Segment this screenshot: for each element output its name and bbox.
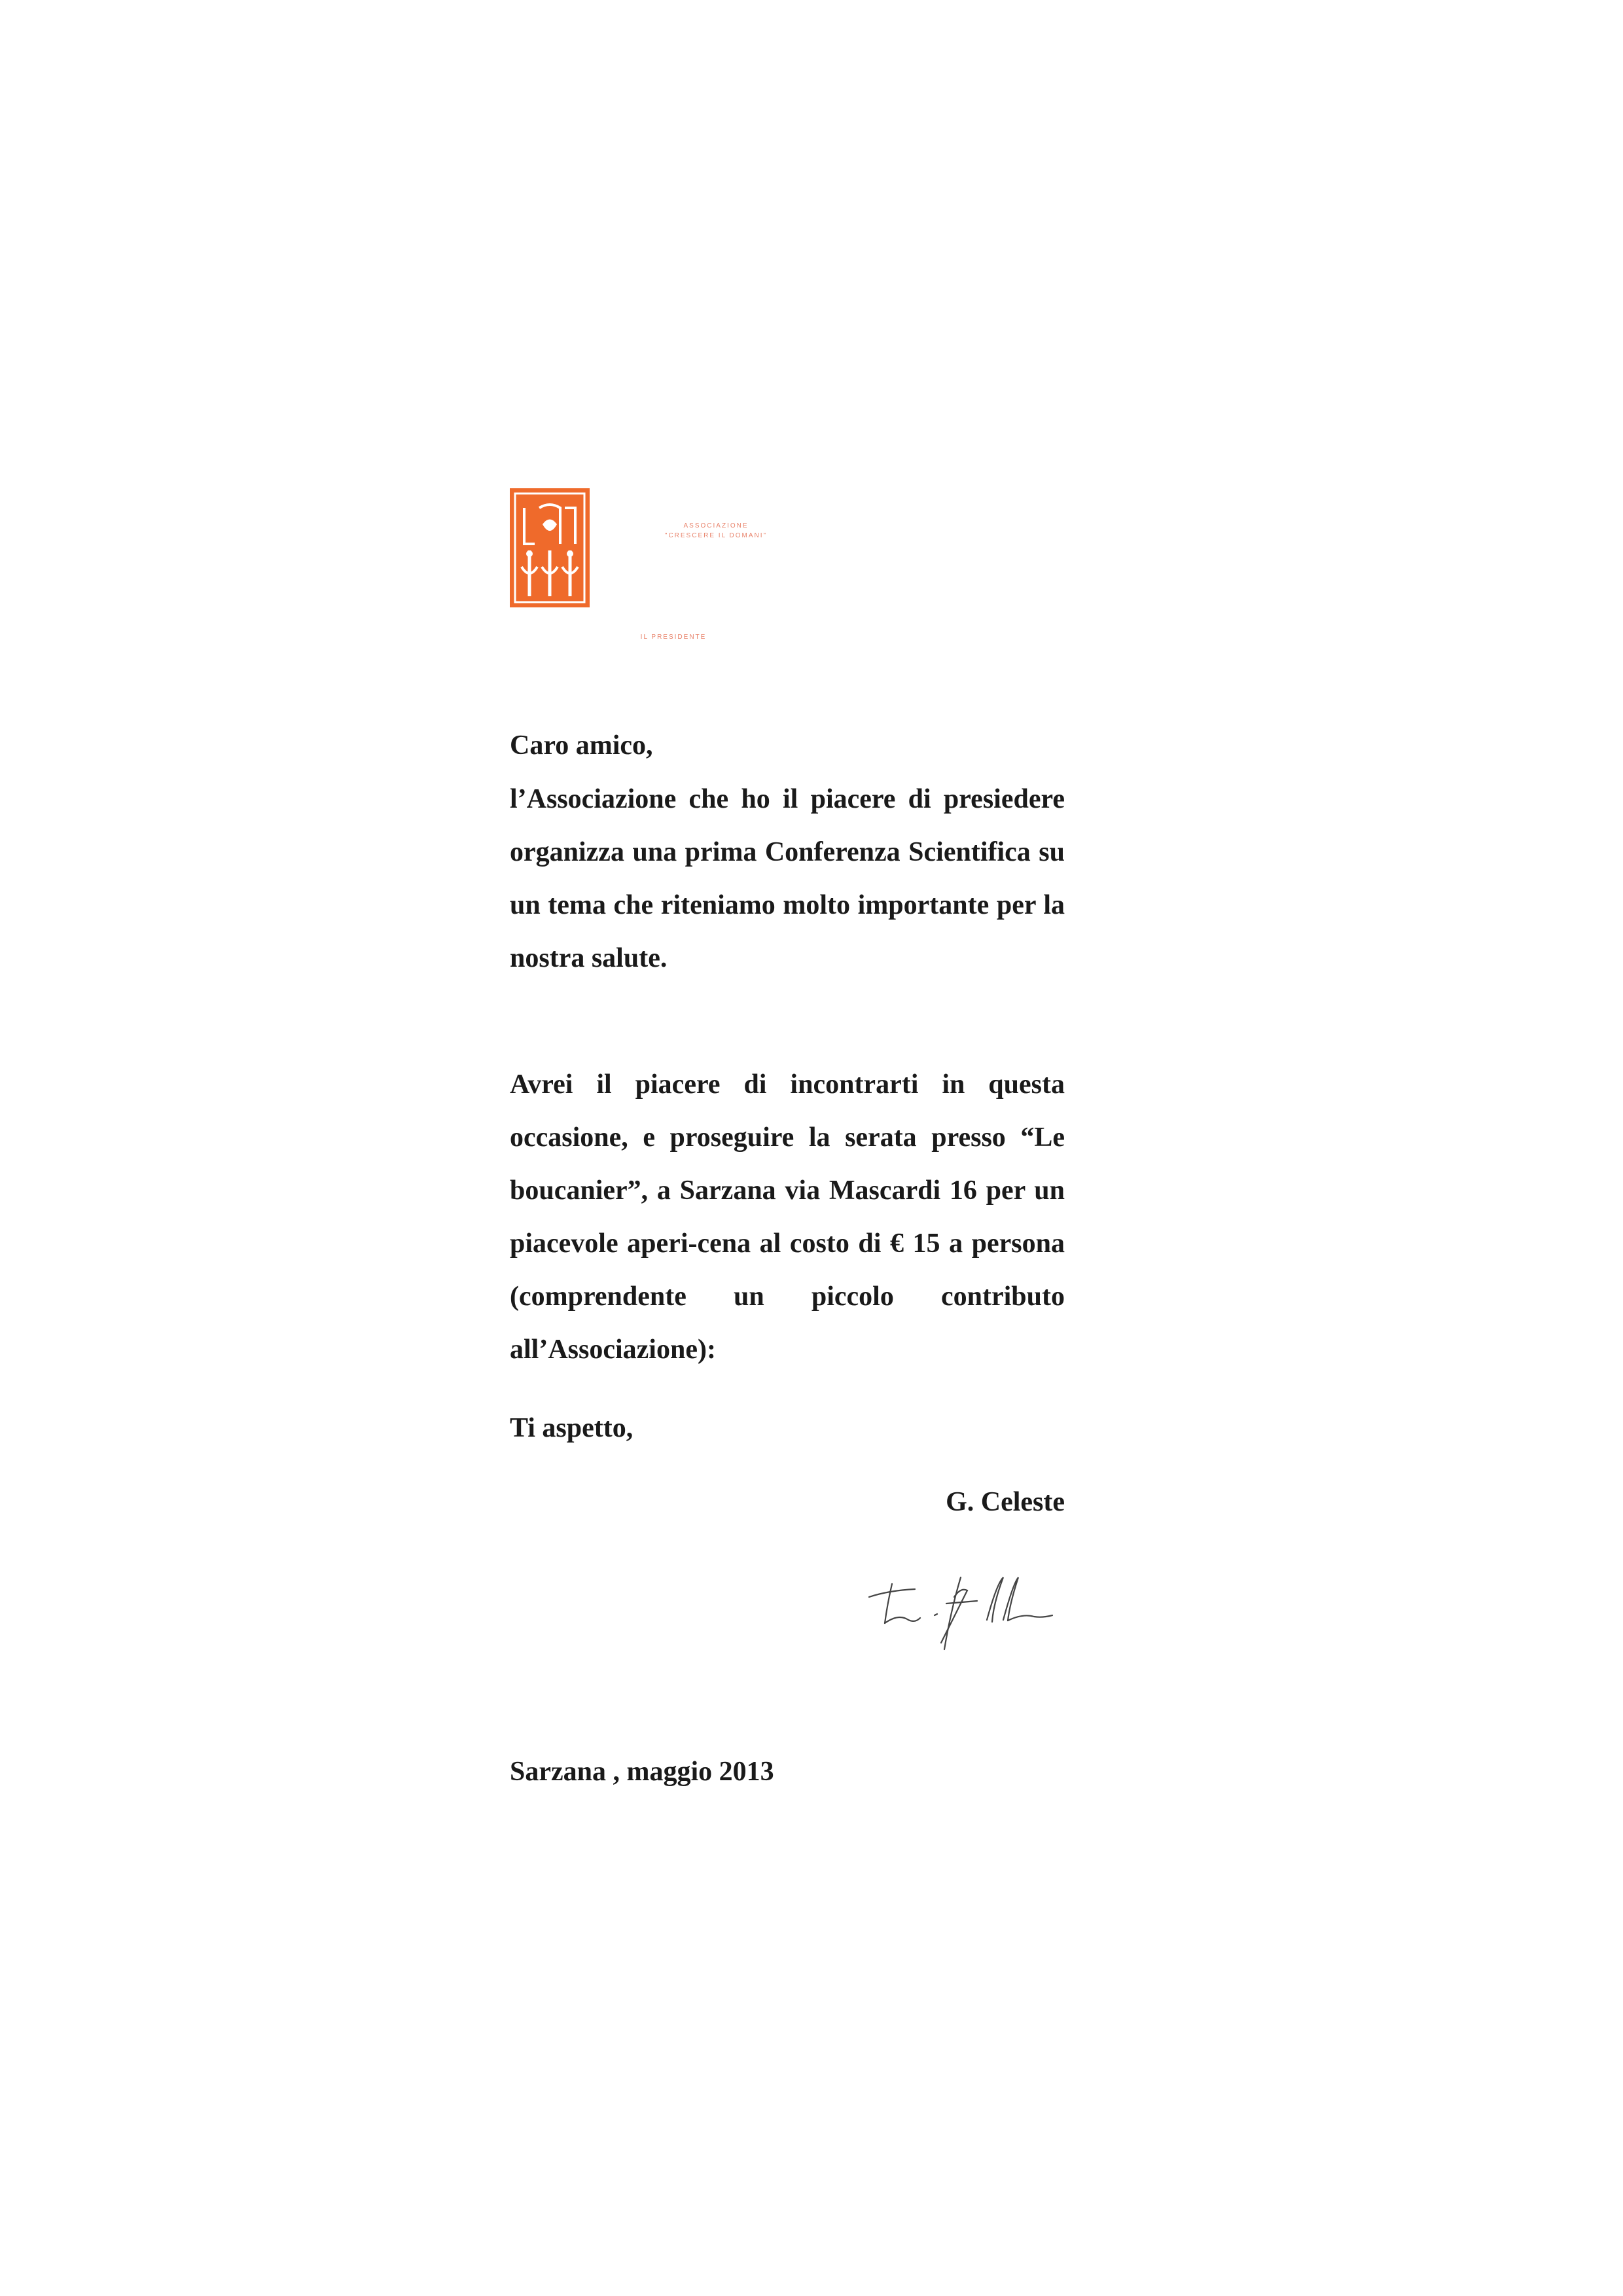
association-logo [510,488,590,607]
greeting: Caro amico, [510,730,653,761]
place-date: Sarzana , maggio 2013 [510,1757,774,1787]
letterhead [510,488,876,658]
association-name-line1: ASSOCIAZIONE [683,522,749,529]
closing: Ti aspetto, [510,1413,633,1443]
paragraph-invitation: l’Associazione che ho il piacere di presiedere organizza una prima Conferenza Scientifica su un tema che riteniamo molto importante per la nostra salute. [510,784,1065,973]
signer-name: G. Celeste [946,1487,1065,1517]
handwritten-signature [863,1558,1072,1656]
president-label: IL PRESIDENTE [640,634,707,641]
paragraph-dinner: Avrei il piacere di incontrarti in questa occasione, e proseguire la serata presso “Le boucanier”, a Sarzana via Mascardi 16 per un piacevole aperi-cena al costo di € 15 a persona (comprendente un piccolo contributo all’Associazione): [510,1069,1065,1365]
association-name [641,521,791,541]
association-name-line2: "CRESCERE IL DOMANI" [664,532,768,539]
